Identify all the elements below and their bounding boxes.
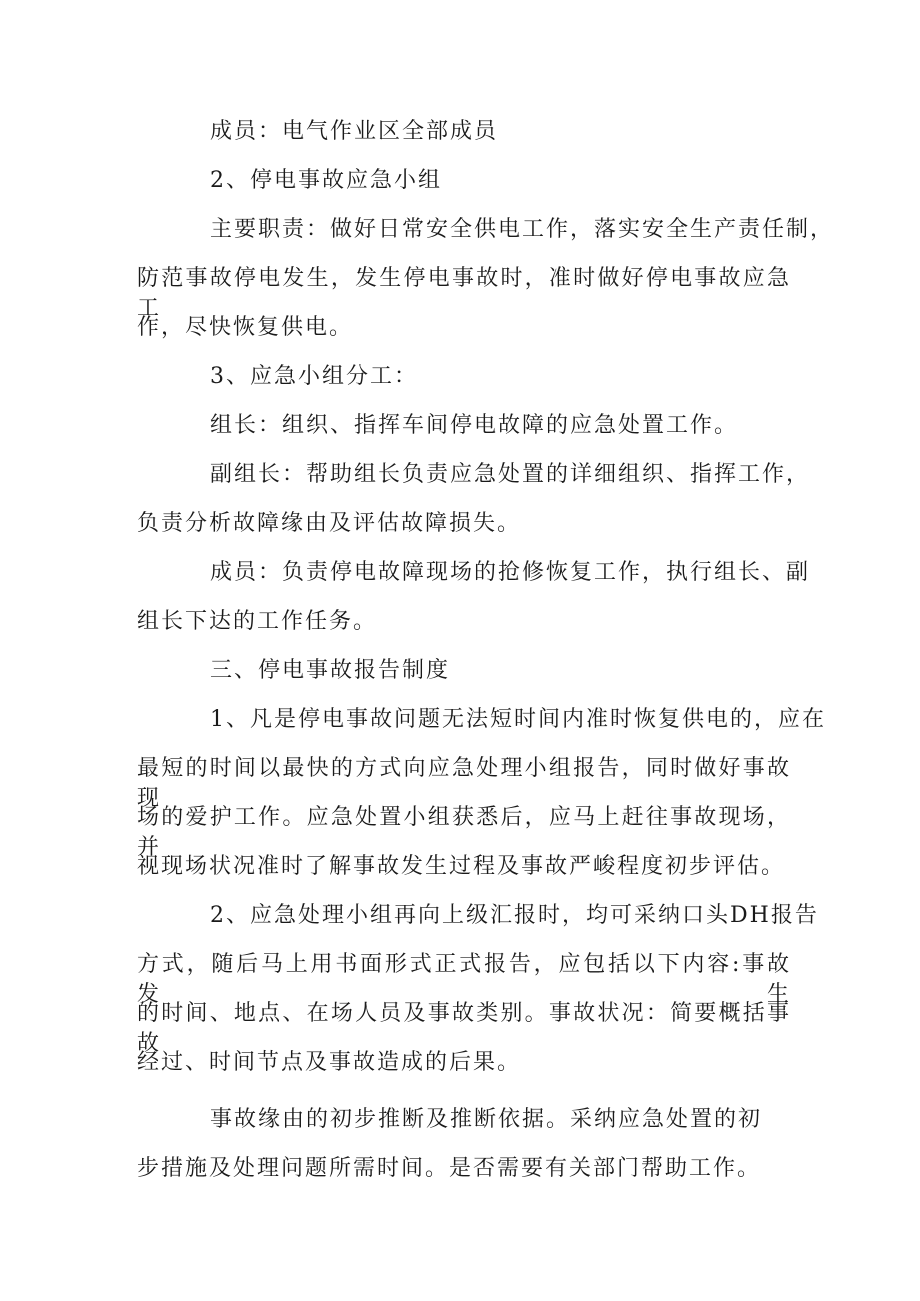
paragraph-line: 最短的时间以最快的方式向应急处理小组报告，同时做好事故现: [137, 756, 791, 811]
paragraph-line: 防范事故停电发生，发生停电事故时，准时做好停电事故应急工: [137, 266, 791, 321]
paragraph-line: 组长：组织、指挥车间停电故障的应急处置工作。: [210, 413, 739, 438]
paragraph-line: 方式，随后马上用书面形式正式报告，应包括以下内容:事故发生: [137, 952, 791, 1007]
paragraph-line: 副组长：帮助组长负责应急处置的详细组织、指挥工作，: [210, 462, 811, 487]
section-heading-2: 2、停电事故应急小组: [210, 168, 442, 193]
paragraph-line: 视现场状况准时了解事故发生过程及事故严峻程度初步评估。: [137, 854, 786, 879]
section-heading-reporting: 三、停电事故报告制度: [210, 658, 451, 683]
paragraph-line: 事故缘由的初步推断及推断依据。采纳应急处置的初: [210, 1107, 763, 1132]
paragraph-line: 负责分析故障缘由及评估故障损失。: [137, 511, 522, 536]
paragraph-line: 经过、时间节点及事故造成的后果。: [137, 1050, 522, 1075]
paragraph-line: 成员：负责停电故障现场的抢修恢复工作，执行组长、副: [210, 560, 811, 585]
member-line: 成员：电气作业区全部成员: [210, 119, 499, 144]
paragraph-line: 的时间、地点、在场人员及事故类别。事故状况：简要概括事故: [137, 1001, 791, 1056]
paragraph-line: 作，尽快恢复供电。: [137, 315, 354, 340]
paragraph-line: 组长下达的工作任务。: [137, 609, 378, 634]
paragraph-line: 2、应急处理小组再向上级汇报时，均可采纳口头DH报告: [210, 903, 819, 928]
paragraph-line: 主要职责：做好日常安全供电工作，落实安全生产责任制，: [210, 217, 835, 242]
paragraph-line: 1、凡是停电事故问题无法短时间内准时恢复供电的，应在: [210, 707, 826, 732]
paragraph-line: 步措施及处理问题所需时间。是否需要有关部门帮助工作。: [137, 1156, 762, 1181]
section-heading-3: 3、应急小组分工：: [210, 364, 418, 389]
paragraph-line: 场的爱护工作。应急处置小组获悉后，应马上赶往事故现场，并: [137, 805, 791, 860]
